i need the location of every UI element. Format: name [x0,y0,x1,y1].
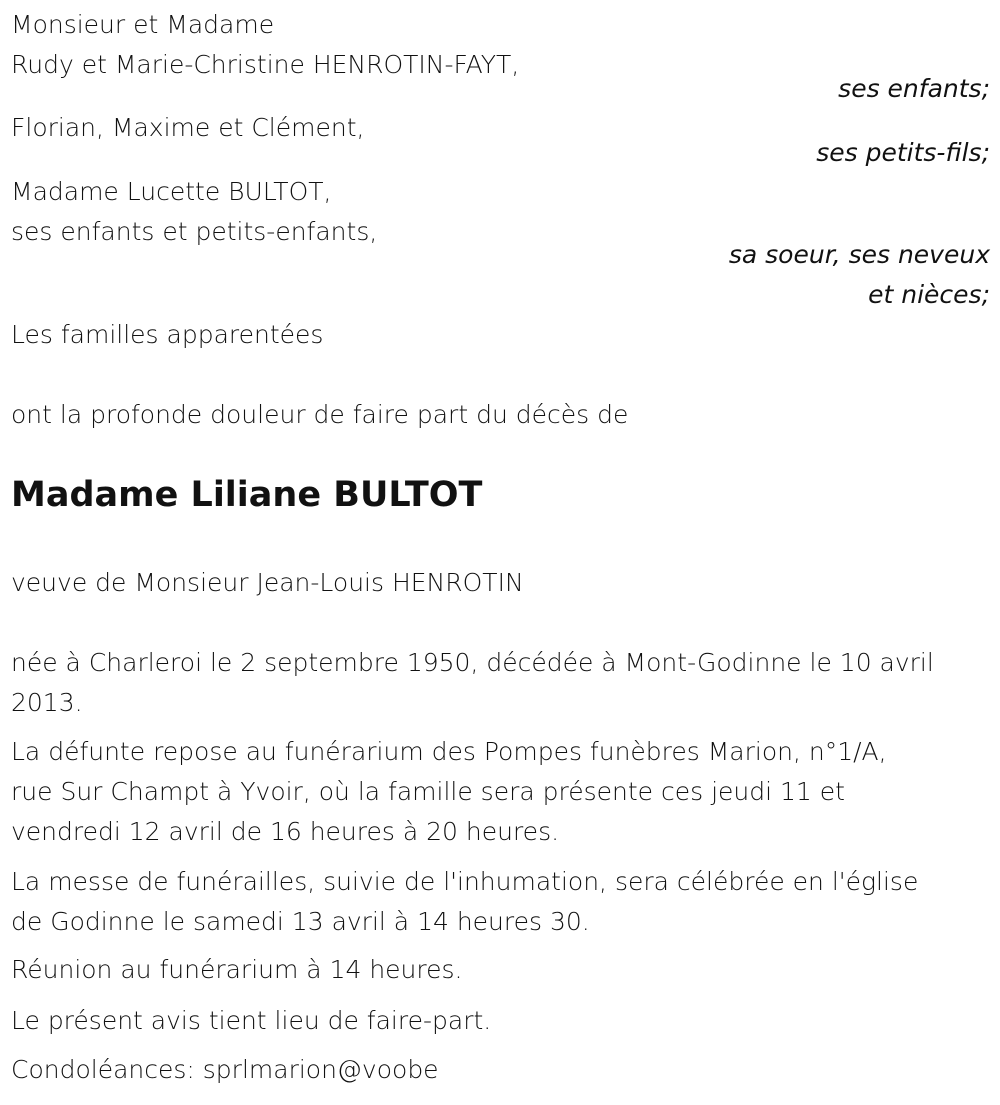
grandchildren-role: ses petits-fils; [816,138,990,167]
condolences-text: Condoléances: sprlmarion@voobe [11,1055,439,1084]
children-role: ses enfants; [838,74,990,103]
related-families: Les familles apparentées [11,320,324,349]
notice-text: Le présent avis tient lieu de faire-part. [11,1006,492,1035]
visitation-line-1: La défunte repose au funérarium des Pompes funèbres Marion, n°1/A, [11,737,887,766]
sister-role-line-1: sa soeur, ses neveux [728,240,990,269]
announcement-text: ont la profonde douleur de faire part du décès de [11,400,629,429]
sister-names-line-2: ses enfants et petits-enfants, [11,217,378,246]
birth-death-line-1: née à Charleroi le 2 septembre 1950, décédée à Mont-Godinne le 10 avril [11,648,934,677]
deceased-name: Madame Liliane BULTOT [11,475,483,515]
visitation-paragraph [11,732,887,852]
visitation-line-2: rue Sur Champt à Yvoir, où la famille sera présente ces jeudi 11 et [11,777,845,806]
sister-names-line-1: Madame Lucette BULTOT, [11,177,332,206]
funeral-mass-paragraph [11,862,918,942]
birth-death-paragraph [11,643,934,723]
sister-names [11,172,377,252]
sister-role-line-2: et nièces; [868,280,990,309]
gathering-text: Réunion au funérarium à 14 heures. [11,955,463,984]
funeral-mass-line-2: de Godinne le samedi 13 avril à 14 heures 30. [11,907,590,936]
children-names-line-1: Monsieur et Madame [11,10,275,39]
funeral-mass-line-1: La messe de funérailles, suivie de l'inhumation, sera célébrée en l'église [11,867,919,896]
birth-death-line-2: 2013. [11,688,83,717]
grandchildren-names: Florian, Maxime et Clément, [11,113,365,142]
visitation-line-3: vendredi 12 avril de 16 heures à 20 heures. [11,817,560,846]
widow-of: veuve de Monsieur Jean-Louis HENROTIN [11,568,524,597]
children-names [11,5,519,85]
children-names-line-2: Rudy et Marie-Christine HENROTIN-FAYT, [11,50,520,79]
